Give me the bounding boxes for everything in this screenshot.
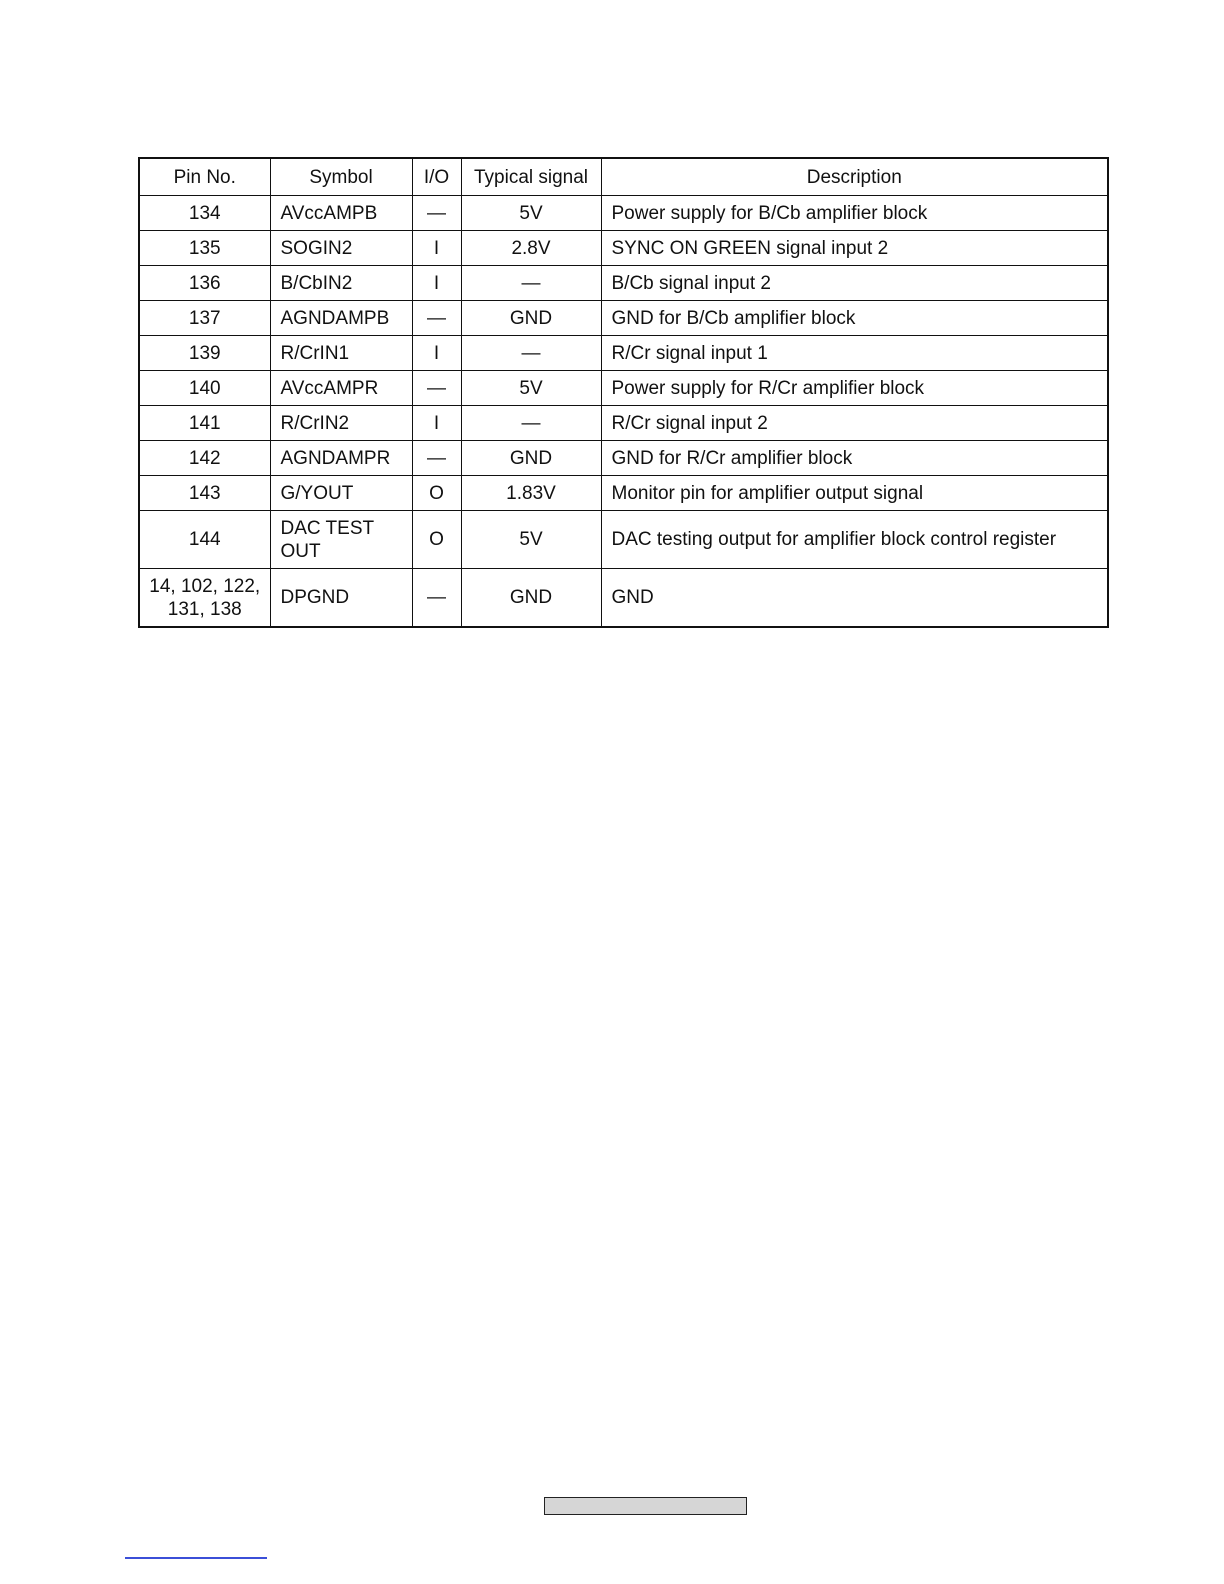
table-row [139, 476, 1108, 511]
table-row [139, 371, 1108, 406]
table-row [139, 569, 1108, 628]
cell-signal: 2.8V [461, 231, 601, 266]
cell-symbol: R/CrIN2 [270, 406, 412, 441]
cell-signal: GND [461, 301, 601, 336]
cell-signal: — [461, 406, 601, 441]
cell-pin: 136 [139, 266, 270, 301]
cell-description: R/Cr signal input 2 [601, 406, 1108, 441]
cell-io: I [412, 231, 461, 266]
table-row [139, 406, 1108, 441]
cell-symbol: AGNDAMPR [270, 441, 412, 476]
cell-description: R/Cr signal input 1 [601, 336, 1108, 371]
cell-signal: 1.83V [461, 476, 601, 511]
table-row [139, 266, 1108, 301]
header-pin-no: Pin No. [139, 158, 270, 196]
cell-io: I [412, 336, 461, 371]
cell-pin: 14, 102, 122, 131, 138 [139, 569, 270, 628]
header-io: I/O [412, 158, 461, 196]
cell-io: O [412, 476, 461, 511]
cell-description: SYNC ON GREEN signal input 2 [601, 231, 1108, 266]
cell-pin: 139 [139, 336, 270, 371]
cell-description: GND [601, 569, 1108, 628]
cell-pin: 143 [139, 476, 270, 511]
cell-io: — [412, 569, 461, 628]
table-row [139, 301, 1108, 336]
cell-io: — [412, 301, 461, 336]
cell-description: GND for B/Cb amplifier block [601, 301, 1108, 336]
cell-io: I [412, 266, 461, 301]
cell-pin: 135 [139, 231, 270, 266]
table-row [139, 441, 1108, 476]
cell-description: GND for R/Cr amplifier block [601, 441, 1108, 476]
cell-symbol: AGNDAMPB [270, 301, 412, 336]
cell-symbol: AVccAMPB [270, 196, 412, 231]
cell-signal: GND [461, 441, 601, 476]
cell-description: B/Cb signal input 2 [601, 266, 1108, 301]
table-row [139, 511, 1108, 569]
cell-signal: — [461, 266, 601, 301]
cell-symbol: R/CrIN1 [270, 336, 412, 371]
cell-signal: 5V [461, 511, 601, 569]
cell-io: I [412, 406, 461, 441]
cell-io: — [412, 441, 461, 476]
cell-signal: 5V [461, 371, 601, 406]
cell-pin: 140 [139, 371, 270, 406]
cell-io: — [412, 371, 461, 406]
pin-description-table [138, 157, 1109, 628]
table-header-row [139, 158, 1108, 196]
cell-io: — [412, 196, 461, 231]
cell-signal: — [461, 336, 601, 371]
cell-description: Monitor pin for amplifier output signal [601, 476, 1108, 511]
cell-pin: 141 [139, 406, 270, 441]
cell-io: O [412, 511, 461, 569]
cell-pin: 142 [139, 441, 270, 476]
cell-pin: 134 [139, 196, 270, 231]
cell-symbol: SOGIN2 [270, 231, 412, 266]
cell-symbol: AVccAMPR [270, 371, 412, 406]
cell-description: Power supply for R/Cr amplifier block [601, 371, 1108, 406]
cell-symbol: DAC TEST OUT [270, 511, 412, 569]
header-symbol: Symbol [270, 158, 412, 196]
table-row [139, 231, 1108, 266]
cell-pin: 137 [139, 301, 270, 336]
cell-signal: 5V [461, 196, 601, 231]
cell-description: DAC testing output for amplifier block control register [601, 511, 1108, 569]
cell-symbol: DPGND [270, 569, 412, 628]
table-row [139, 196, 1108, 231]
cell-signal: GND [461, 569, 601, 628]
cell-description: Power supply for B/Cb amplifier block [601, 196, 1108, 231]
cell-symbol: G/YOUT [270, 476, 412, 511]
cell-pin: 144 [139, 511, 270, 569]
table-row [139, 336, 1108, 371]
footer-link-underline [125, 1557, 267, 1559]
header-description: Description [601, 158, 1108, 196]
header-typical-signal: Typical signal [461, 158, 601, 196]
cell-symbol: B/CbIN2 [270, 266, 412, 301]
footer-gray-bar [544, 1497, 747, 1515]
